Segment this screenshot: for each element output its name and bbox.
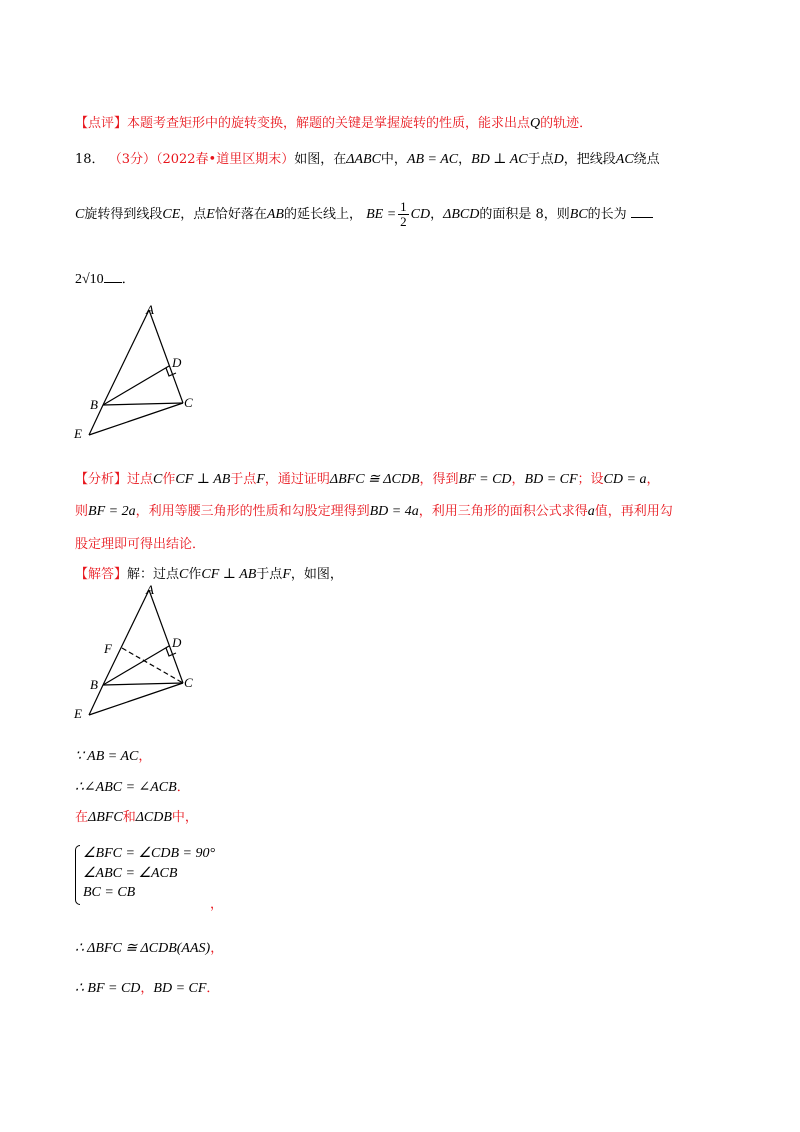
problem-source: （2022春•道里区期末） bbox=[155, 152, 295, 167]
text: 的延长线上， bbox=[283, 207, 362, 222]
problem-score: （3分） bbox=[108, 152, 156, 167]
math: E bbox=[206, 207, 215, 222]
answer-value: 2√10 bbox=[75, 272, 104, 287]
label-B: B bbox=[90, 677, 98, 692]
text: ，得到 bbox=[419, 472, 459, 487]
math: CD = a bbox=[603, 472, 647, 487]
text: 和 bbox=[122, 810, 136, 825]
text: 于点 bbox=[527, 152, 554, 167]
analysis-line-3: 股定理即可得出结论． bbox=[75, 537, 206, 552]
math: ΔBFC ≅ ΔCDB bbox=[329, 472, 420, 487]
math: ∴ BF = CD bbox=[75, 981, 141, 996]
analysis-tag: 【分析】 bbox=[75, 472, 128, 487]
text: ， bbox=[646, 472, 660, 487]
step-4 bbox=[75, 937, 223, 957]
label-F: F bbox=[104, 641, 112, 656]
math: C bbox=[75, 207, 85, 222]
math: D bbox=[553, 152, 564, 167]
math: BE = bbox=[366, 207, 397, 222]
text: 如图，在 bbox=[294, 152, 347, 167]
math: ΔBFC bbox=[88, 810, 123, 825]
text: ，如图， bbox=[290, 567, 343, 582]
text: 解：过点 bbox=[127, 567, 180, 582]
math: BD = CF bbox=[153, 981, 207, 996]
math: C bbox=[153, 472, 163, 487]
problem-number: 18． bbox=[75, 152, 105, 167]
text: 旋转得到线段 bbox=[84, 207, 163, 222]
review-line bbox=[75, 112, 592, 132]
numerator: 1 bbox=[400, 199, 407, 214]
math: BC bbox=[569, 207, 588, 222]
analysis-line-2 bbox=[75, 500, 673, 520]
math: AB = AC bbox=[406, 152, 459, 167]
label-C: C bbox=[184, 675, 193, 690]
text: 于点 bbox=[230, 472, 257, 487]
text: ， bbox=[511, 472, 525, 487]
text: ，点 bbox=[180, 207, 207, 222]
text: 恰好落在 bbox=[214, 207, 267, 222]
text: ， bbox=[458, 152, 472, 167]
label-D: D bbox=[172, 635, 182, 650]
solution-tag: 【解答】 bbox=[75, 567, 128, 582]
text: ，把线段 bbox=[563, 152, 616, 167]
system-line: ∠ABC = ∠ACB bbox=[83, 866, 178, 881]
step-5 bbox=[75, 977, 219, 997]
math: a bbox=[587, 504, 595, 519]
text: ，通过证明 bbox=[264, 472, 330, 487]
text: ． bbox=[206, 981, 220, 996]
step-2 bbox=[75, 776, 190, 796]
math: CF ⊥ AB bbox=[175, 472, 231, 487]
denominator: 2 bbox=[400, 214, 407, 229]
math: ΔABC bbox=[346, 152, 381, 167]
text: ． bbox=[176, 780, 190, 795]
text: ，利用三角形的面积公式求得 bbox=[418, 504, 588, 519]
math: F bbox=[282, 567, 291, 582]
text: 的面积是 8，则 bbox=[479, 207, 570, 222]
math: ΔBCD bbox=[443, 207, 480, 222]
math: CE bbox=[162, 207, 181, 222]
math: ∴∠ABC = ∠ACB bbox=[75, 780, 177, 795]
text: 值，再利用勾 bbox=[594, 504, 673, 519]
text: 在 bbox=[75, 810, 89, 825]
math: BD = 4a bbox=[369, 504, 419, 519]
review-text: 本题考查矩形中的旋转变换，解题的关键是掌握旋转的性质，能求出点 bbox=[127, 116, 531, 131]
math: BD ⊥ AC bbox=[471, 152, 528, 167]
text: 中， bbox=[171, 810, 198, 825]
text: 则 bbox=[75, 504, 89, 519]
math: F bbox=[256, 472, 265, 487]
math: CD bbox=[410, 207, 431, 222]
label-D: D bbox=[172, 355, 182, 370]
text: ， bbox=[140, 981, 154, 996]
step-3 bbox=[75, 806, 198, 826]
text: 于点 bbox=[256, 567, 283, 582]
brace bbox=[75, 845, 80, 905]
text: ， bbox=[210, 941, 224, 956]
system-line: ∠BFC = ∠CDB = 90° bbox=[83, 846, 216, 861]
answer-blank-end bbox=[104, 282, 122, 283]
answer-blank bbox=[631, 217, 653, 218]
text: 过点 bbox=[127, 472, 154, 487]
review-tag: 【点评】 bbox=[75, 116, 128, 131]
review-var: Q bbox=[530, 116, 541, 131]
label-A: A bbox=[146, 582, 154, 597]
text: ． bbox=[121, 272, 135, 287]
text: 作 bbox=[188, 567, 202, 582]
label-C: C bbox=[184, 395, 193, 410]
review-tail: 的轨迹． bbox=[540, 116, 593, 131]
problem-line-1 bbox=[75, 148, 660, 168]
figure-2 bbox=[65, 578, 205, 723]
label-A: A bbox=[146, 302, 154, 317]
math: ∴ ΔBFC ≅ ΔCDB(AAS) bbox=[75, 941, 211, 956]
math: BF = 2a bbox=[88, 504, 136, 519]
math: BF = CD bbox=[458, 472, 512, 487]
text: 中， bbox=[380, 152, 407, 167]
answer-line bbox=[75, 268, 135, 288]
analysis-line-1 bbox=[75, 468, 659, 488]
text: 作 bbox=[162, 472, 176, 487]
math: C bbox=[179, 567, 189, 582]
math: AC bbox=[615, 152, 634, 167]
math: CF ⊥ AB bbox=[201, 567, 257, 582]
fraction bbox=[398, 200, 409, 229]
text: ， bbox=[138, 749, 152, 764]
system-punct: ， bbox=[210, 897, 224, 912]
math: ΔCDB bbox=[135, 810, 172, 825]
math: BD = CF bbox=[524, 472, 578, 487]
label-E: E bbox=[74, 426, 82, 441]
math: AB bbox=[266, 207, 284, 222]
text: ， bbox=[430, 207, 444, 222]
text: 绕点 bbox=[633, 152, 660, 167]
text: ；设 bbox=[577, 472, 604, 487]
label-B: B bbox=[90, 397, 98, 412]
math: ∵ AB = AC bbox=[75, 749, 139, 764]
figure-1 bbox=[65, 298, 205, 443]
text: ，利用等腰三角形的性质和勾股定理得到 bbox=[135, 504, 370, 519]
text: 的长为 bbox=[587, 207, 627, 222]
problem-line-2 bbox=[75, 200, 653, 229]
step-1 bbox=[75, 745, 151, 765]
system-line: BC = CB bbox=[83, 885, 136, 900]
label-E: E bbox=[74, 706, 82, 721]
